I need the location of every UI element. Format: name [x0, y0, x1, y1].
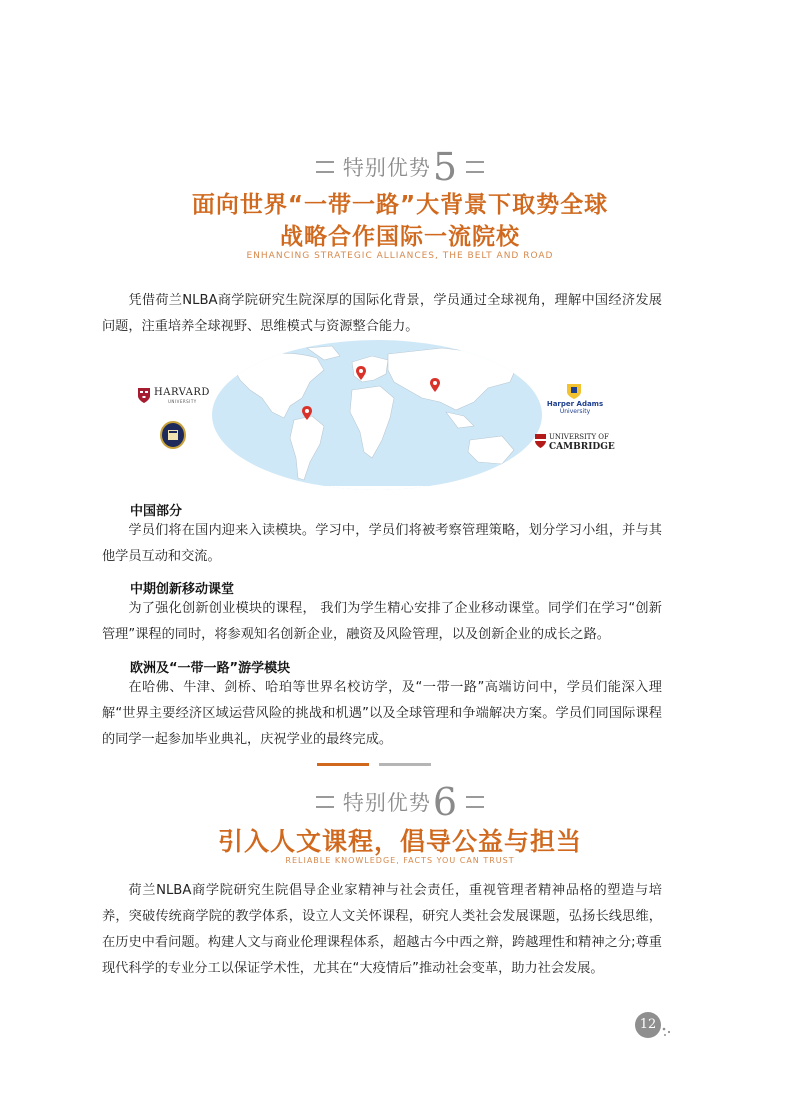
section5-label: 特别优势 [342, 156, 431, 180]
right-deco-lines [466, 161, 484, 173]
section6-subtitle: RELIABLE KNOWLEDGE, FACTS YOU CAN TRUST [285, 856, 515, 865]
section5-number: 5 [432, 145, 458, 189]
europe-body: 在哈佛、牛津、剑桥、哈珀等世界名校访学，及“一带一路”高端访问中，学员们能深入理解“世界主要经济区域运营风险的挑战和机遇”以及全球管理和争端解决方案。学员们同国际课程的同学一起参加毕业典礼，庆祝学业的最终完成。 [102, 680, 662, 747]
pin-europe-icon [356, 366, 366, 380]
section5-title-line1: 面向世界“一带一路”大背景下取势全球 [191, 192, 609, 218]
harper-adams-logo [545, 384, 605, 418]
cambridge-line1: UNIVERSITY OF [549, 433, 609, 441]
mobile-body: 为了强化创新创业模块的课程， 我们为学生精心安排了企业移动课堂。同学们在学习“创新管理”课程的同时，将参观知名创新企业，融资及风险管理，以及创新企业的成长之路。 [102, 601, 662, 642]
europe-heading: 欧洲及“一带一路”游学模块 [130, 661, 291, 676]
divider-accent [317, 763, 369, 766]
section6-heading [0, 780, 800, 824]
cambridge-shield-icon [535, 434, 546, 448]
page-dots-icon [662, 1026, 672, 1038]
section6-label: 特别优势 [342, 791, 431, 815]
harper-sub: University [559, 408, 591, 415]
pin-americas-icon [302, 406, 312, 420]
section6-title: 引入人文课程，倡导公益与担当 [217, 827, 582, 856]
section5-intro: 凭借荷兰NLBA商学院研究生院深厚的国际化背景，学员通过全球视角，理解中国经济发展问题，注重培养全球视野、思维模式与资源整合能力。 [102, 293, 662, 334]
harper-crest-icon [567, 384, 581, 399]
mobile-heading: 中期创新移动课堂 [130, 582, 235, 597]
map-ocean [212, 340, 542, 490]
harper-name: Harper Adams [546, 400, 604, 408]
pin-china-icon [430, 378, 440, 392]
section5-subtitle: ENHANCING STRATEGIC ALLIANCES, THE BELT AND ROAD [246, 251, 554, 261]
left-deco-lines [316, 161, 334, 173]
page-number: 12 [635, 1012, 661, 1038]
section5-title-line2: 战略合作国际一流院校 [280, 224, 520, 250]
china-body: 学员们将在国内迎来入读模块。学习中，学员们将被考察管理策略，划分学习小组，并与其他学员互动和交流。 [102, 523, 662, 564]
section5-heading [0, 145, 800, 189]
cambridge-logo [535, 432, 615, 454]
oxford-crest-icon [160, 421, 186, 449]
harvard-name: HARVARD [154, 387, 210, 398]
harvard-logo [138, 386, 213, 408]
world-map [212, 340, 542, 490]
right-deco-lines [466, 796, 484, 808]
divider-gray [379, 763, 431, 766]
map-continents [212, 340, 542, 490]
section6-body: 荷兰NLBA商学院研究生院倡导企业家精神与社会责任，重视管理者精神品格的塑造与培养，突破传统商学院的教学体系，设立人文关怀课程，研究人类社会发展课题，弘扬长线思维，在历史中看问题。构建人文与商业伦理课程体系，超越古今中西之辩，跨越理性和精神之分;尊重现代科学的专业分工以保证学术性，尤其在“大疫情后”推动社会变革，助力社会发展。 [102, 883, 662, 976]
harvard-shield-icon [138, 388, 150, 403]
china-heading: 中国部分 [130, 504, 183, 519]
left-deco-lines [316, 796, 334, 808]
harvard-sub: UNIVERSITY [168, 399, 197, 404]
section6-number: 6 [432, 780, 458, 824]
cambridge-line2: CAMBRIDGE [549, 442, 615, 452]
